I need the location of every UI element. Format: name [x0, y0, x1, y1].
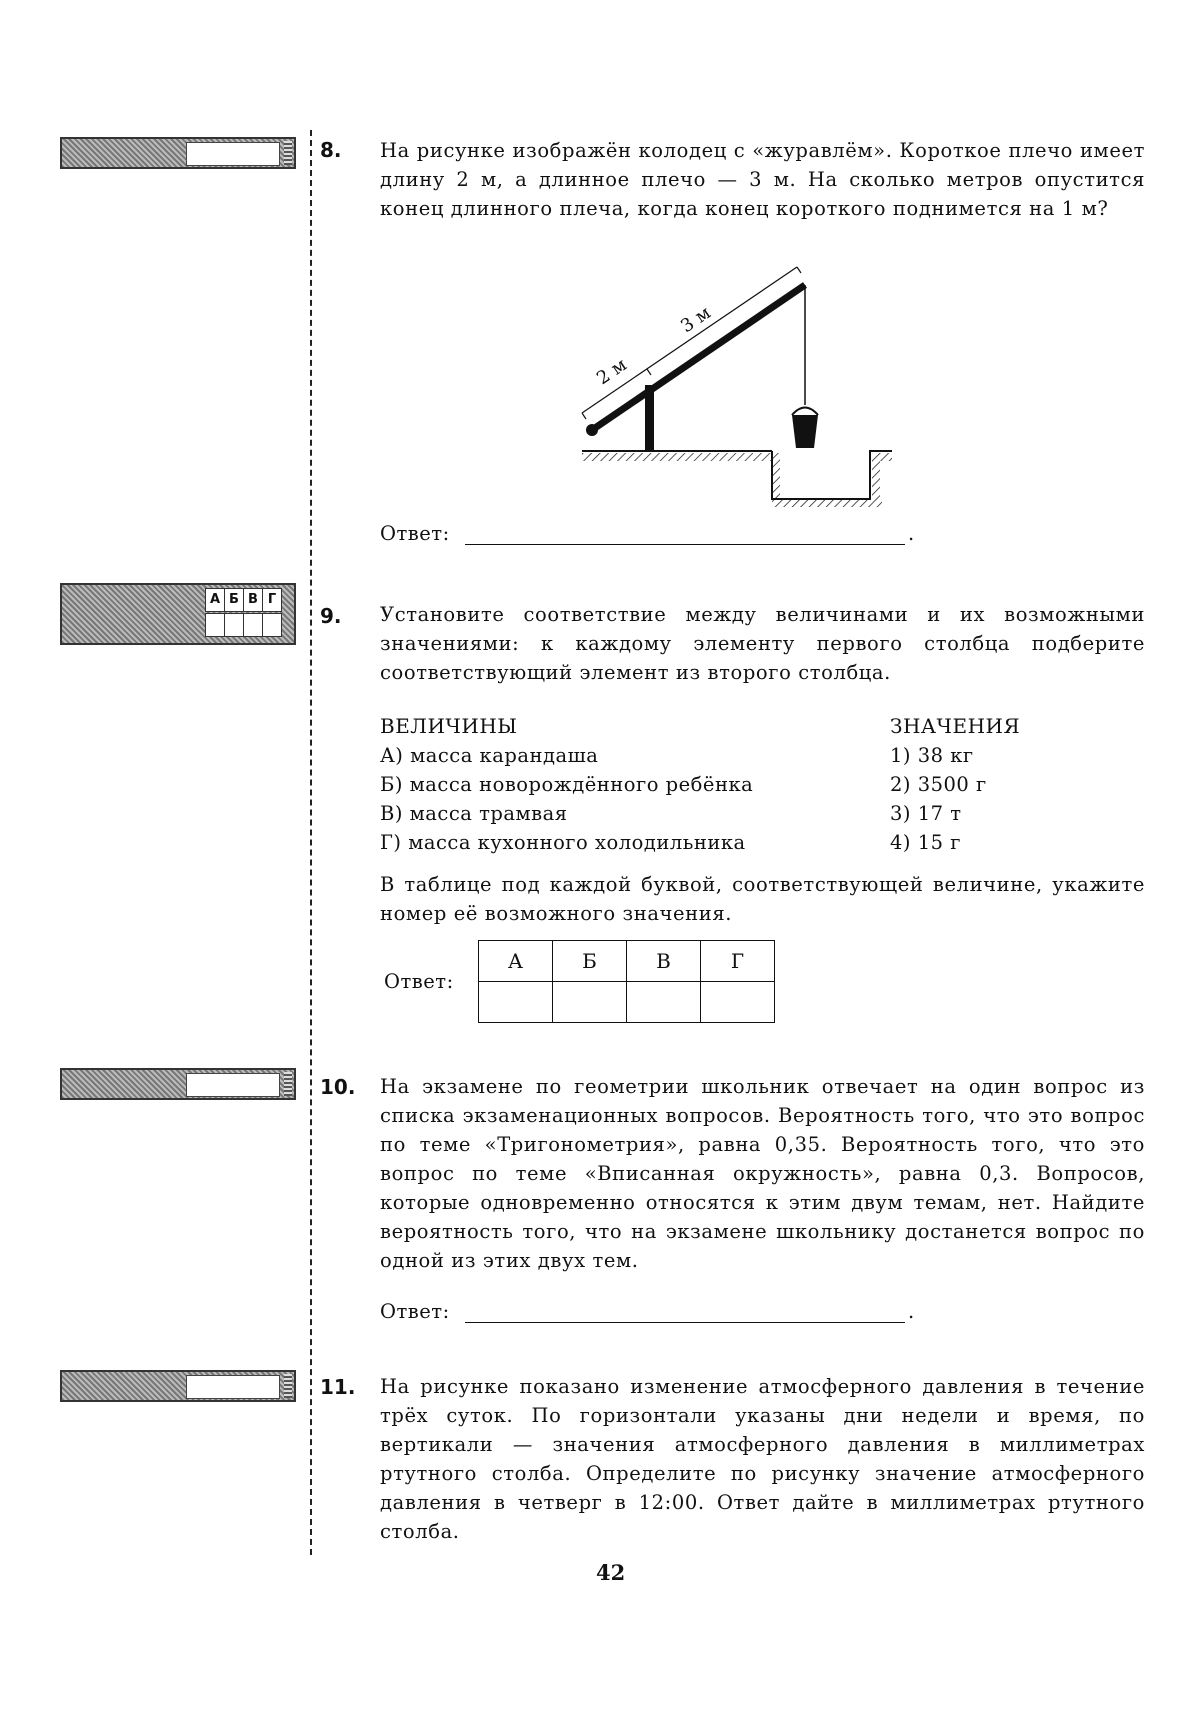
answer-label: Ответ: — [380, 522, 450, 545]
matching-columns — [380, 712, 1160, 862]
question-number: 10. — [320, 1075, 356, 1099]
letter-cell: Г — [262, 588, 282, 612]
question-text: На рисунке изображён колодец с «журавлём». Короткое плечо имеет длину 2 м, а длинное плечо — 3 м. На сколько метров опустится конец длинного плеча, когда конец короткого поднимется на 1 м? — [380, 139, 1145, 220]
long-arm-label: 3 м — [677, 302, 715, 338]
answer-line-q10 — [380, 1300, 915, 1323]
short-arm-label: 2 м — [593, 354, 631, 390]
answer-box-blank — [186, 142, 280, 166]
page-number: 42 — [596, 1560, 626, 1585]
answer-cell[interactable] — [701, 982, 775, 1023]
counterweight — [586, 424, 598, 436]
answer-box-blank — [186, 1375, 280, 1399]
question-number: 9. — [320, 604, 342, 628]
question-text: Установите соответствие между величинами и их возможными значениями: к каждому элементу первого столбца подберите соответствующий элемент из второго столбца. — [380, 603, 1145, 684]
quantity-item: Б) масса новорождённого ребёнка — [380, 773, 754, 796]
answer-label-q9: Ответ: — [384, 970, 454, 993]
question-number: 8. — [320, 138, 342, 162]
quantity-item: А) масса карандаша — [380, 744, 599, 767]
bucket — [792, 415, 818, 448]
answer-value-cells — [206, 613, 282, 637]
cut-line — [310, 130, 312, 1555]
instruction-text: В таблице под каждой буквой, соответствующей величине, укажите номер её возможного значения. — [380, 873, 1145, 925]
value-cell — [262, 613, 282, 637]
answer-table-header: Г — [701, 941, 775, 982]
answer-line-q8 — [380, 522, 915, 545]
answer-table-header-row — [479, 941, 775, 982]
answer-letter-cells — [206, 588, 282, 612]
answer-cell[interactable] — [479, 982, 553, 1023]
answer-end: . — [908, 522, 915, 545]
answer-box-q10 — [60, 1068, 296, 1100]
quantity-item: Г) масса кухонного холодильника — [380, 831, 746, 854]
answer-box-q11 — [60, 1370, 296, 1402]
answer-label: Ответ: — [380, 1300, 450, 1323]
letter-cell: В — [243, 588, 263, 612]
question-text: На рисунке показано изменение атмосферного давления в течение трёх суток. По горизонтали указаны дни недели и время, по вертикали — значения атмосферного давления в миллиметрах ртутного столба. Определите по рисунку значение атмосферного давления в четверг в 12:00. Ответ дайте в миллиметрах ртутного столба. — [380, 1375, 1145, 1543]
answer-cell[interactable] — [627, 982, 701, 1023]
answer-table-input-row — [479, 982, 775, 1023]
value-cell — [205, 613, 225, 637]
answer-table — [478, 940, 775, 1023]
answer-box-blank — [186, 1073, 280, 1097]
letter-cell: Б — [224, 588, 244, 612]
value-cell — [224, 613, 244, 637]
answer-cell[interactable] — [553, 982, 627, 1023]
answer-box-q9 — [60, 583, 296, 645]
question-number: 11. — [320, 1375, 356, 1399]
left-column-header: ВЕЛИЧИНЫ — [380, 714, 518, 738]
value-item: 3) 17 т — [890, 802, 962, 825]
quantity-item: В) масса трамвая — [380, 802, 568, 825]
right-column-header: ЗНАЧЕНИЯ — [890, 714, 1021, 738]
well-sweep-figure — [560, 255, 920, 510]
letter-cell: А — [205, 588, 225, 612]
answer-box-q8 — [60, 137, 296, 169]
answer-end: . — [908, 1300, 915, 1323]
answer-table-header: Б — [553, 941, 627, 982]
value-item: 1) 38 кг — [890, 744, 974, 767]
question-text: На экзамене по геометрии школьник отвечает на один вопрос из списка экзаменационных вопросов. Вероятность того, что это вопрос по теме «Тригонометрия», равна 0,35. Вероятность того, что это вопрос по теме «Вписанная окружность», равна 0,3. Вопросов, которые одновременно относятся к этим двум темам, нет. Найдите вероятность того, что на экзамене школьнику достанется вопрос по одной из этих двух тем. — [380, 1075, 1145, 1272]
answer-box-edge — [284, 1374, 292, 1398]
answer-underline[interactable] — [465, 544, 905, 545]
answer-box-edge — [284, 1072, 292, 1096]
dimension-line — [582, 267, 797, 413]
value-item: 4) 15 г — [890, 831, 961, 854]
answer-underline[interactable] — [465, 1322, 905, 1323]
value-cell — [243, 613, 263, 637]
answer-table-header: А — [479, 941, 553, 982]
value-item: 2) 3500 г — [890, 773, 987, 796]
answer-table-header: В — [627, 941, 701, 982]
answer-box-edge — [284, 141, 292, 165]
